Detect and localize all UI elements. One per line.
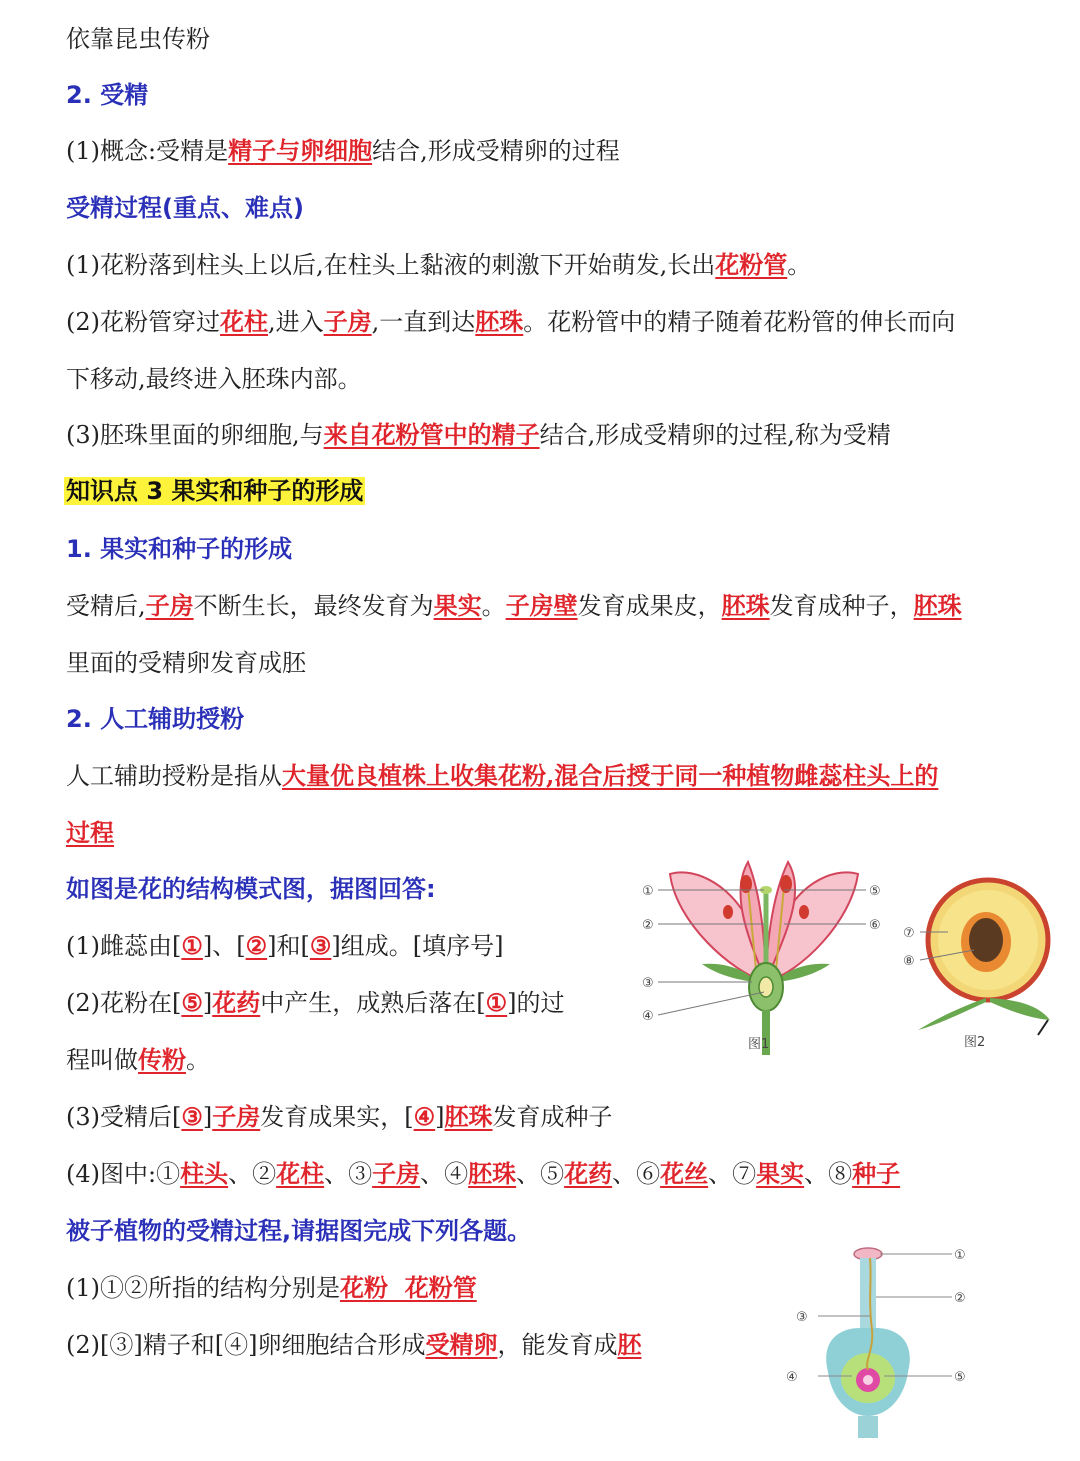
text-line: 人工辅助授粉是指从大量优良植株上收集花粉,混合后授于同一种植物雌蕊柱头上的 — [66, 761, 939, 790]
fig3-label-2: ② — [954, 1291, 966, 1306]
flower-structure-figure — [636, 852, 896, 1057]
fig1-label-4: ④ — [642, 1009, 654, 1024]
fig2-caption: 图2 — [964, 1035, 986, 1050]
fig1-label-5: ⑤ — [869, 884, 881, 899]
fig1-label-1: ① — [642, 884, 654, 899]
text-line: 受精后,子房不断生长，最终发育为果实。子房壁发育成果皮，胚珠发育成种子，胚珠 — [66, 591, 962, 620]
text-line: (3)受精后[③]子房发育成果实，[④]胚珠发育成种子 — [66, 1102, 613, 1131]
fig3-label-5: ⑤ — [954, 1370, 966, 1385]
section-heading-fruit: 1. 果实和种子的形成 — [66, 535, 293, 563]
knowledge-point-heading: 知识点 3 果实和种子的形成 — [66, 477, 364, 505]
text-line: (1)①②所指的结构分别是花粉 花粉管 — [66, 1273, 477, 1302]
text-line: 程叫做传粉。 — [66, 1045, 210, 1074]
section-heading-process: 受精过程(重点、难点) — [66, 194, 304, 222]
fig2-label-7: ⑦ — [903, 926, 915, 941]
section-heading-fertilization: 2. 受精 — [66, 81, 149, 109]
fig3-label-1: ① — [954, 1248, 966, 1263]
fig1-caption: 图1 — [748, 1037, 770, 1052]
fig3-label-4: ④ — [786, 1370, 798, 1385]
fig2-label-8: ⑧ — [903, 954, 915, 969]
text-line: (2)[③]精子和[④]卵细胞结合形成受精卵，能发育成胚 — [66, 1330, 642, 1359]
text-line: (1)概念:受精是精子与卵细胞结合,形成受精卵的过程 — [66, 136, 620, 165]
text-line: 依靠昆虫传粉 — [66, 25, 210, 53]
fig3-label-3: ③ — [796, 1310, 808, 1325]
text-line: (1)花粉落到柱头上以后,在柱头上黏液的刺激下开始萌发,长出花粉管。 — [66, 250, 812, 279]
text-line: 过程 — [66, 818, 114, 847]
fig1-label-3: ③ — [642, 976, 654, 991]
fruit-figure — [898, 870, 1064, 1055]
text-line: 里面的受精卵发育成胚 — [66, 649, 306, 677]
text-line: (2)花粉管穿过花柱,进入子房,一直到达胚珠。花粉管中的精子随着花粉管的伸长而向 — [66, 307, 956, 336]
section-heading-pollination: 2. 人工辅助授粉 — [66, 705, 245, 733]
text-line: (3)胚珠里面的卵细胞,与来自花粉管中的精子结合,形成受精卵的过程,称为受精 — [66, 420, 891, 449]
text-line: (2)花粉在[⑤]花药中产生，成熟后落在[①]的过 — [66, 988, 565, 1017]
fig1-label-6: ⑥ — [869, 918, 881, 933]
question-heading-flower: 如图是花的结构模式图，据图回答: — [66, 875, 436, 903]
text-line: (4)图中:①柱头、②花柱、③子房、④胚珠、⑤花药、⑥花丝、⑦果实、⑧种子 — [66, 1159, 901, 1188]
fig1-label-2: ② — [642, 918, 654, 933]
question-heading-fertilization: 被子植物的受精过程,请据图完成下列各题。 — [66, 1217, 532, 1245]
text-line: (1)雌蕊由[①]、[②]和[③]组成。[填序号] — [66, 931, 504, 960]
fertilization-figure — [780, 1240, 980, 1440]
text-line: 下移动,最终进入胚珠内部。 — [66, 365, 362, 393]
